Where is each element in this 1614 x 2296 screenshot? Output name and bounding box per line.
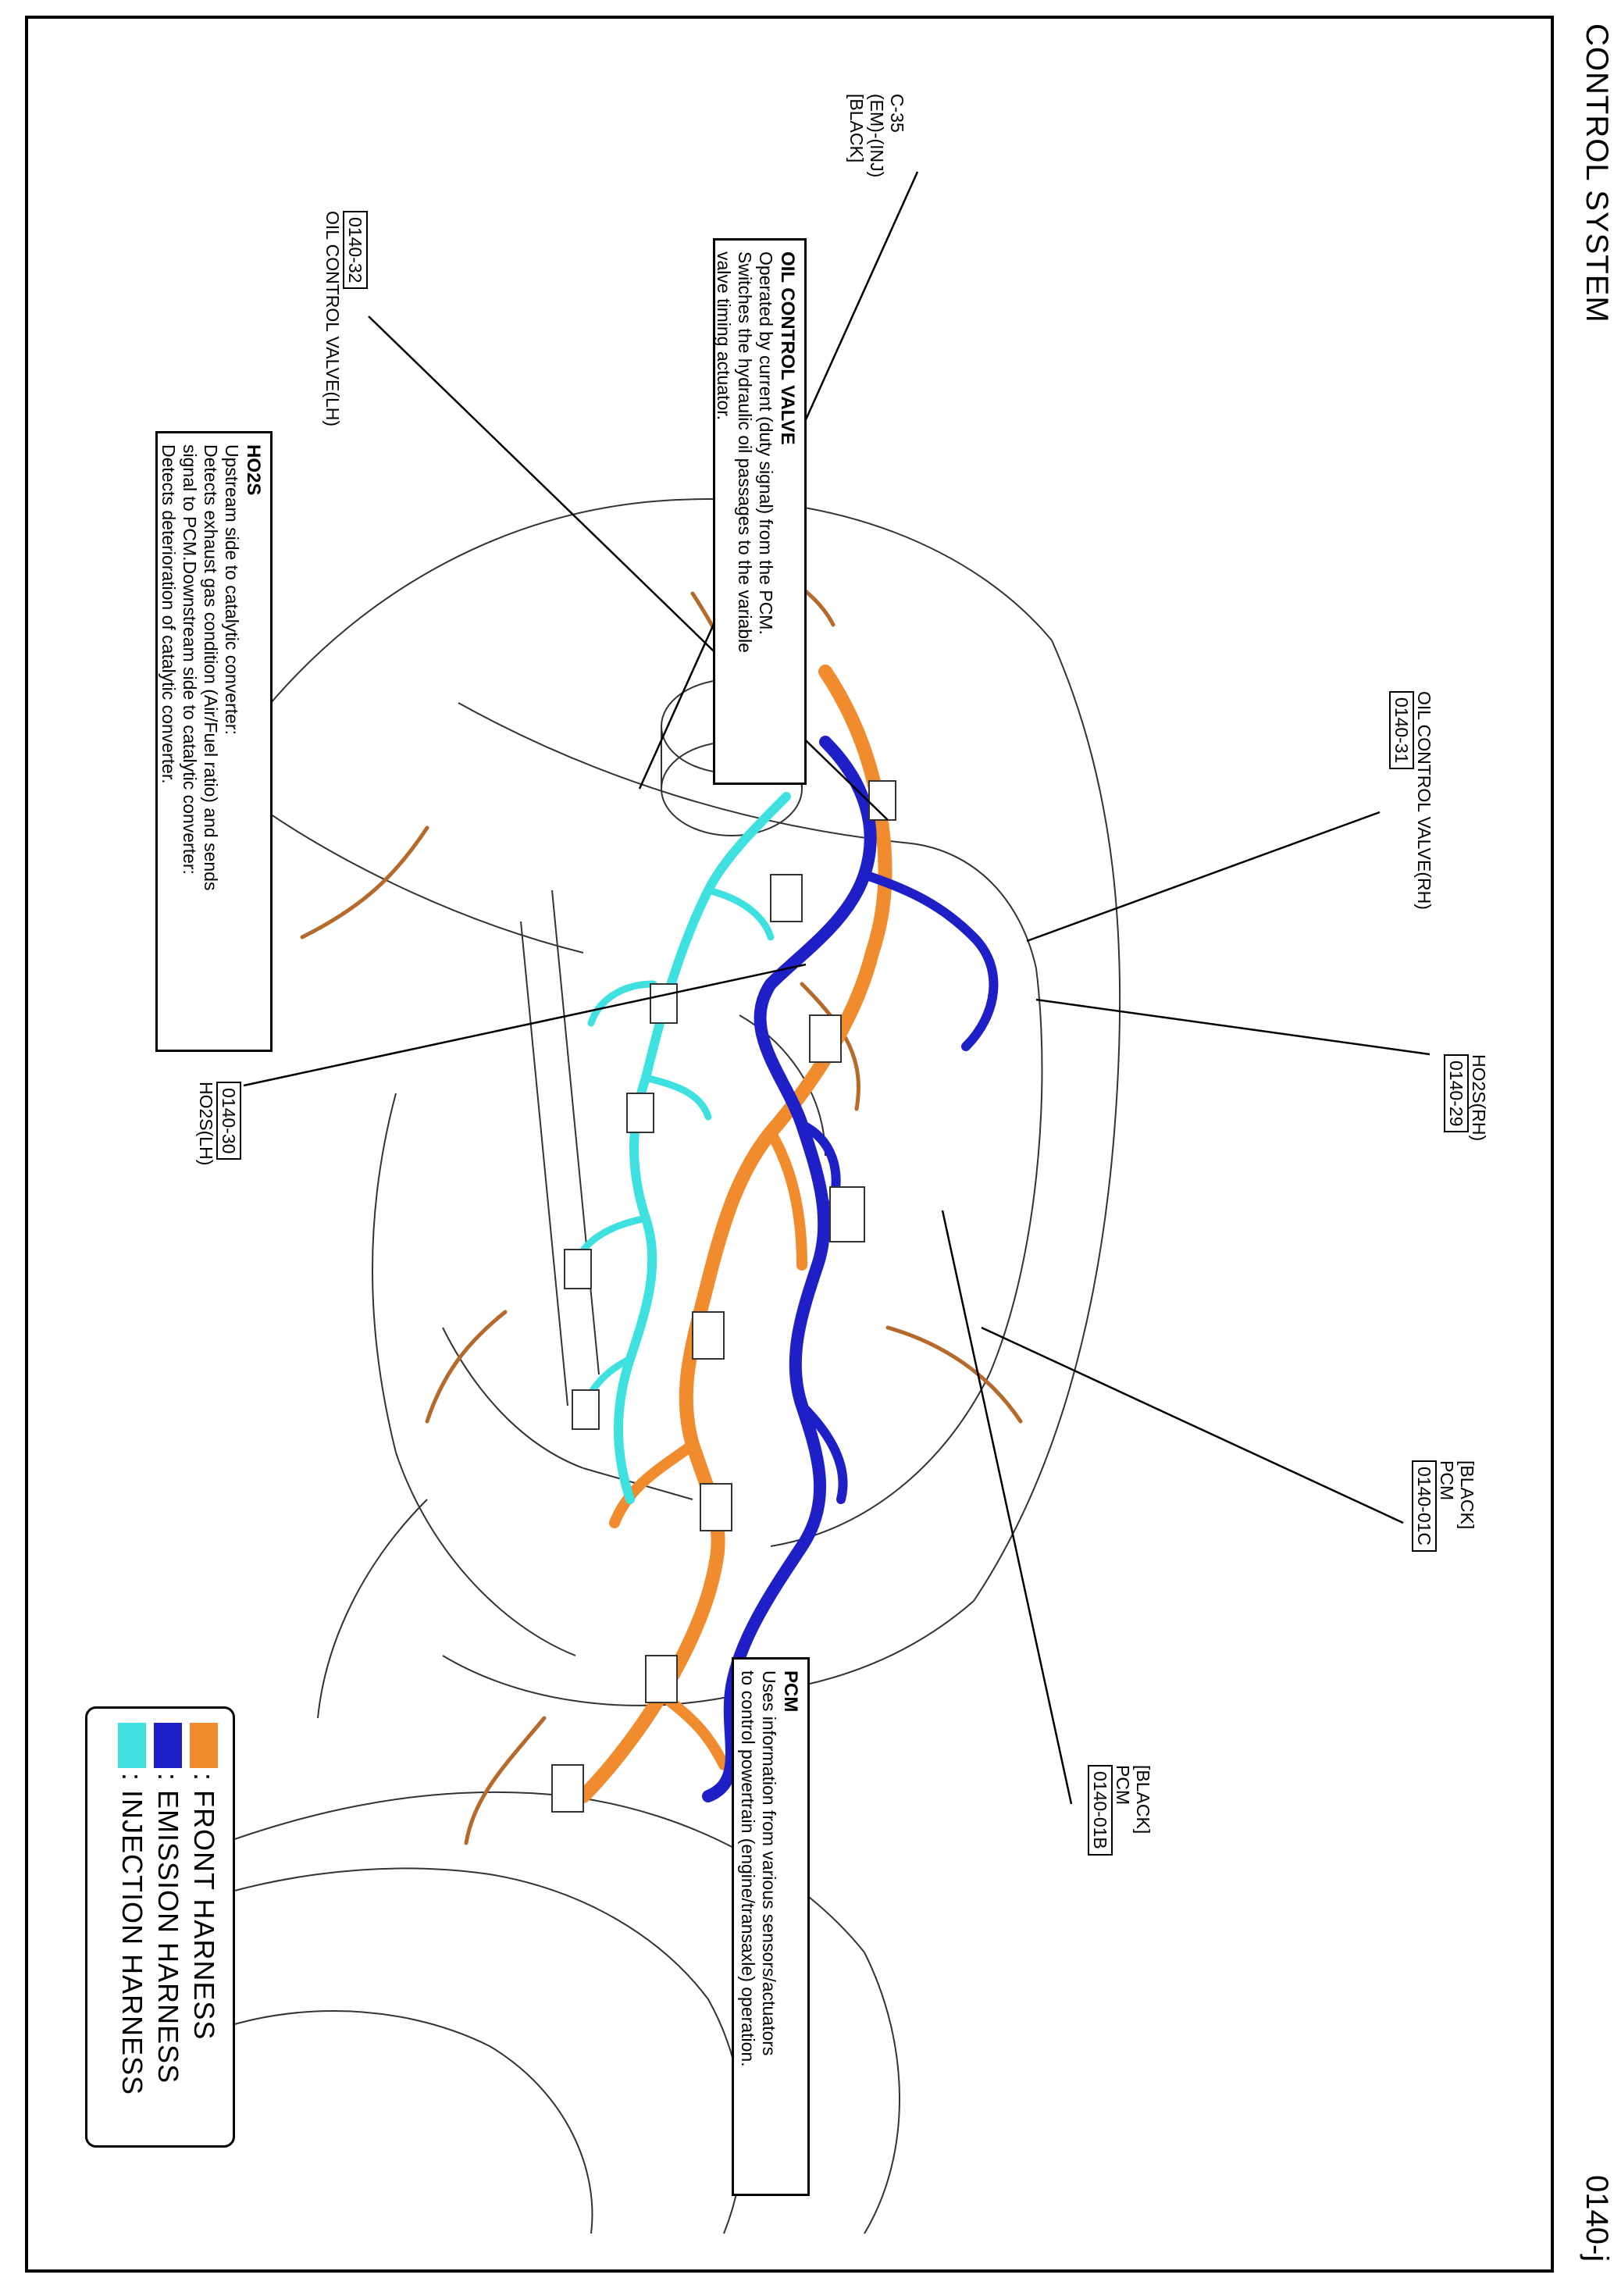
callout-line: PCM [1437, 1460, 1457, 1501]
info-box-line: valve timing actuator. [714, 251, 734, 421]
connector [565, 1250, 591, 1289]
info-box-line: Detects deterioration of catalytic converter. [159, 444, 179, 784]
callout-ocv-lh [322, 211, 368, 426]
callout-name: HO2S(LH) [196, 1082, 216, 1166]
connector [650, 984, 677, 1023]
connector [693, 1312, 724, 1359]
harness-legend [85, 1706, 235, 2148]
info-box-line: Switches the hydraulic oil passages to the variable [735, 251, 755, 653]
legend-swatch [118, 1723, 146, 1768]
info-box-pcm [732, 1657, 810, 2196]
legend-swatch [154, 1723, 182, 1768]
legend-item-injection-harness [114, 1723, 150, 2131]
connector [830, 1187, 864, 1242]
leader-ho2s-lh [244, 964, 806, 1086]
callout-c35 [846, 94, 907, 177]
page-number: 0140-j [1580, 2175, 1614, 2262]
connector [771, 875, 802, 922]
connector [627, 1093, 654, 1132]
callout-code: 0140-01B [1088, 1765, 1113, 1856]
callout-line: PCM [1113, 1765, 1133, 1806]
connector [700, 1484, 732, 1531]
legend-item-front-harness [186, 1723, 222, 2131]
connector-group [552, 781, 896, 1812]
callout-line: (EM)-(INJ) [867, 94, 887, 178]
info-box-ho2s [155, 431, 273, 1052]
legend-item-emission-harness [150, 1723, 186, 2131]
connector [646, 1656, 677, 1702]
leader-pcm-c [982, 1328, 1403, 1523]
callout-ho2s-lh [196, 1082, 241, 1165]
info-box-heading: HO2S [243, 444, 264, 496]
page-title: CONTROL SYSTEM [1580, 23, 1614, 323]
legend-swatch [190, 1723, 218, 1768]
callout-code: 0140-01C [1412, 1460, 1437, 1552]
info-box-line: Uses information from various sensors/actuators [759, 1670, 779, 2056]
callout-ocv-rh [1389, 691, 1434, 910]
leader-ocv-rh [1027, 812, 1380, 941]
leader-pcm-b [942, 1210, 1071, 1804]
info-box-line: to control powertrain (engine/transaxle) operation. [738, 1670, 758, 2067]
info-box-oil-control-valve [713, 238, 807, 785]
legend-label: : FRONT HARNESS [188, 1773, 220, 2041]
callout-line: [BLACK] [846, 94, 867, 163]
info-box-line: Detects exhaust gas condition (Air/Fuel ratio) and sends [201, 444, 221, 891]
callout-pcm-01c [1412, 1460, 1477, 1552]
connector [552, 1765, 583, 1812]
callout-name: OIL CONTROL VALVE(LH) [322, 211, 343, 427]
info-box-heading: OIL CONTROL VALVE [777, 251, 798, 445]
callout-name: OIL CONTROL VALVE(RH) [1414, 691, 1434, 910]
leader-ocv-lh [369, 316, 888, 820]
callout-code: C-35 [887, 94, 907, 133]
callout-code: 0140-30 [216, 1082, 241, 1160]
callout-ho2s-rh [1444, 1054, 1489, 1141]
info-box-line: signal to PCM.Downstream side to catalytic converter: [180, 444, 200, 875]
callout-code: 0140-31 [1389, 691, 1414, 769]
callout-code: 0140-32 [343, 211, 368, 289]
connector [810, 1015, 841, 1062]
info-box-heading: PCM [780, 1670, 801, 1713]
leader-ho2s-rh [1036, 1000, 1430, 1054]
leader-lines [244, 172, 1430, 1804]
legend-label: : INJECTION HARNESS [116, 1773, 148, 2096]
connector [572, 1390, 599, 1429]
info-box-line: Operated by current (duty signal) from the PCM. [756, 251, 776, 635]
legend-label: : EMISSION HARNESS [152, 1773, 184, 2084]
callout-line: [BLACK] [1133, 1765, 1153, 1834]
callout-line: [BLACK] [1457, 1460, 1477, 1530]
callout-name: HO2S(RH) [1469, 1054, 1489, 1142]
callout-pcm-01b [1088, 1765, 1153, 1856]
callout-code: 0140-29 [1444, 1054, 1469, 1132]
vehicle-outline [146, 499, 1120, 2234]
info-box-line: Upstream side to catalytic converter: [222, 444, 242, 735]
